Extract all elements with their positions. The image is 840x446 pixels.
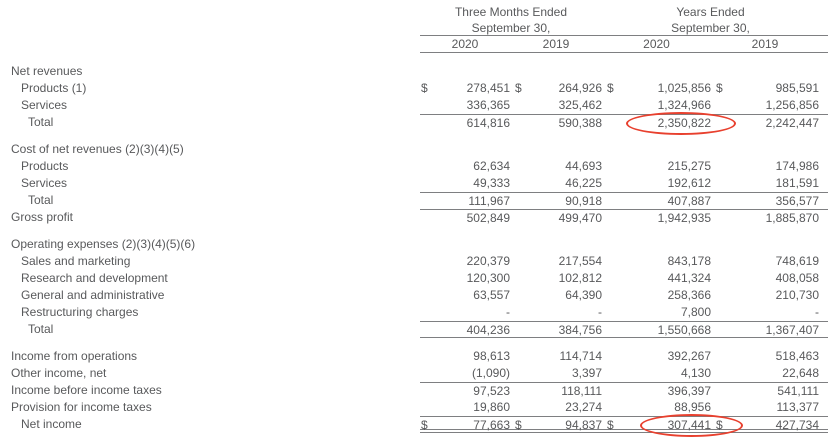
column-group-three-months bbox=[420, 4, 602, 20]
row-label: Products (1) bbox=[21, 81, 87, 95]
cell-value: 541,111 bbox=[777, 384, 819, 398]
cell-value: 392,267 bbox=[667, 349, 711, 363]
value-cell bbox=[711, 253, 819, 270]
value-cell bbox=[420, 348, 510, 365]
value-cell bbox=[510, 63, 602, 80]
cell-value: 64,390 bbox=[565, 288, 602, 302]
cell-value: 118,111 bbox=[561, 384, 602, 398]
value-cell bbox=[711, 236, 819, 253]
row-values bbox=[420, 141, 828, 158]
header-group-row bbox=[0, 4, 840, 20]
subtitle-text: September 30, bbox=[671, 21, 750, 35]
column-group-title: Three Months Ended bbox=[454, 5, 568, 19]
value-cell bbox=[602, 270, 711, 287]
value-cell bbox=[510, 348, 602, 365]
cell-value: 843,178 bbox=[667, 254, 711, 268]
cell-value: 518,463 bbox=[775, 349, 819, 363]
cell-value: 94,837 bbox=[565, 418, 602, 432]
value-cell bbox=[420, 236, 510, 253]
row-values bbox=[420, 253, 828, 270]
table-row bbox=[0, 114, 840, 131]
cell-value: 1,885,870 bbox=[765, 211, 819, 225]
row-label: Other income, net bbox=[11, 366, 107, 380]
cell-value: 120,300 bbox=[466, 271, 510, 285]
row-values bbox=[420, 80, 828, 97]
row-label: Services bbox=[21, 176, 68, 190]
value-cell bbox=[602, 193, 711, 209]
value-cell bbox=[602, 80, 711, 97]
cell-value: 49,333 bbox=[473, 176, 510, 190]
subtitle-text: September 30, bbox=[471, 21, 551, 35]
cell-value: 102,812 bbox=[558, 271, 602, 285]
row-values bbox=[420, 348, 828, 365]
value-cell bbox=[420, 141, 510, 158]
value-cell bbox=[420, 417, 510, 432]
cell-value: 356,577 bbox=[775, 194, 819, 208]
cell-value: 23,274 bbox=[565, 400, 602, 414]
table-body bbox=[0, 63, 840, 433]
value-cell bbox=[602, 175, 711, 192]
cell-value: 1,025,856 bbox=[657, 81, 711, 95]
table-row bbox=[0, 97, 840, 114]
value-cell bbox=[711, 63, 819, 80]
value-cell bbox=[510, 322, 602, 337]
table-row bbox=[0, 287, 840, 304]
table-row bbox=[0, 175, 840, 192]
value-cell bbox=[602, 210, 711, 226]
value-cell bbox=[510, 236, 602, 253]
value-cell bbox=[602, 365, 711, 382]
table-row bbox=[0, 348, 840, 365]
dollar-sign: $ bbox=[716, 81, 723, 95]
value-cell bbox=[711, 304, 819, 321]
value-cell bbox=[510, 175, 602, 192]
column-group-subtitle bbox=[420, 20, 602, 35]
header-spacer bbox=[0, 4, 420, 20]
value-cell bbox=[420, 63, 510, 80]
cell-value: 499,470 bbox=[558, 211, 602, 225]
table-row bbox=[0, 236, 840, 253]
row-label: Total bbox=[28, 115, 54, 129]
row-values bbox=[420, 399, 828, 416]
value-cell bbox=[420, 287, 510, 304]
value-cell bbox=[420, 365, 510, 382]
value-cell bbox=[711, 175, 819, 192]
value-cell bbox=[420, 322, 510, 337]
value-cell bbox=[510, 417, 602, 432]
cell-value: 7,800 bbox=[680, 305, 711, 319]
row-values bbox=[420, 192, 828, 209]
cell-value: 90,918 bbox=[565, 194, 602, 208]
cell-value: 114,714 bbox=[559, 349, 602, 363]
table-row bbox=[0, 304, 840, 321]
cell-value: 590,388 bbox=[558, 116, 602, 130]
cell-value: 46,225 bbox=[565, 176, 602, 190]
value-cell bbox=[711, 365, 819, 382]
row-label: Restructuring charges bbox=[21, 305, 139, 319]
row-values bbox=[420, 270, 828, 287]
row-label: Products bbox=[21, 159, 69, 173]
value-cell bbox=[510, 304, 602, 321]
header-year-row bbox=[0, 36, 840, 53]
row-values bbox=[420, 382, 828, 399]
row-values bbox=[420, 365, 828, 382]
value-cell bbox=[510, 193, 602, 209]
table-row bbox=[0, 253, 840, 270]
value-cell bbox=[510, 287, 602, 304]
cell-value: 62,634 bbox=[473, 159, 510, 173]
cell-value: 215,275 bbox=[667, 159, 711, 173]
value-cell bbox=[420, 383, 510, 399]
row-label: Gross profit bbox=[11, 210, 74, 224]
value-cell bbox=[711, 115, 819, 131]
value-cell bbox=[711, 193, 819, 209]
row-values bbox=[420, 114, 828, 131]
table-row bbox=[0, 141, 840, 158]
dollar-sign: $ bbox=[716, 418, 723, 432]
row-label: Operating expenses (2)(3)(4)(5)(6) bbox=[11, 237, 196, 251]
row-values bbox=[420, 321, 828, 338]
value-cell bbox=[420, 253, 510, 270]
table-row bbox=[0, 270, 840, 287]
table-row bbox=[0, 80, 840, 97]
value-cell bbox=[602, 115, 711, 131]
value-cell bbox=[602, 253, 711, 270]
value-cell bbox=[711, 322, 819, 337]
cell-value: 258,366 bbox=[667, 288, 711, 302]
value-cell bbox=[602, 383, 711, 399]
row-label: Total bbox=[28, 322, 54, 336]
table-row bbox=[0, 192, 840, 209]
value-cell bbox=[602, 97, 711, 114]
value-cell bbox=[711, 383, 819, 399]
value-cell bbox=[420, 399, 510, 416]
cell-value: 220,379 bbox=[466, 254, 510, 268]
value-cell bbox=[711, 158, 819, 175]
value-cell bbox=[420, 304, 510, 321]
table-row bbox=[0, 416, 840, 433]
value-cell bbox=[420, 270, 510, 287]
spacer-row bbox=[0, 226, 840, 236]
value-cell bbox=[510, 80, 602, 97]
table-row bbox=[0, 63, 840, 80]
dollar-sign: $ bbox=[515, 418, 522, 432]
cell-value: 3,397 bbox=[571, 366, 602, 380]
cell-value: 98,613 bbox=[473, 349, 510, 363]
row-label: Services bbox=[21, 98, 68, 112]
year-header: 2020 bbox=[643, 37, 670, 51]
value-cell bbox=[510, 141, 602, 158]
cell-value: 407,887 bbox=[667, 194, 711, 208]
table-row bbox=[0, 209, 840, 226]
dollar-sign: $ bbox=[607, 418, 614, 432]
cell-value: 97,523 bbox=[473, 384, 510, 398]
value-cell bbox=[602, 287, 711, 304]
cell-value: 181,591 bbox=[775, 176, 819, 190]
value-cell bbox=[510, 115, 602, 131]
value-cell bbox=[510, 270, 602, 287]
cell-value: 985,591 bbox=[775, 81, 819, 95]
table-row bbox=[0, 382, 840, 399]
spacer-row bbox=[0, 131, 840, 141]
value-cell bbox=[420, 158, 510, 175]
year-header: 2019 bbox=[542, 37, 570, 51]
row-values bbox=[420, 175, 828, 192]
value-cell bbox=[602, 399, 711, 416]
value-cell bbox=[420, 115, 510, 131]
cell-value: 63,557 bbox=[473, 288, 510, 302]
value-cell bbox=[420, 193, 510, 209]
row-label: Net revenues bbox=[11, 64, 83, 78]
dollar-sign: $ bbox=[421, 81, 428, 95]
cell-value: (1,090) bbox=[471, 366, 510, 380]
value-cell bbox=[602, 63, 711, 80]
value-cell bbox=[711, 287, 819, 304]
value-cell bbox=[711, 417, 819, 432]
cell-value: 192,612 bbox=[667, 176, 711, 190]
cell-value: 264,926 bbox=[558, 81, 602, 95]
value-cell bbox=[711, 348, 819, 365]
cell-value: 44,693 bbox=[565, 159, 602, 173]
value-cell bbox=[602, 417, 711, 432]
value-cell bbox=[602, 141, 711, 158]
table-row bbox=[0, 321, 840, 338]
cell-value: - bbox=[506, 305, 510, 319]
cell-value: 2,242,447 bbox=[765, 116, 819, 130]
cell-value: 1,324,966 bbox=[657, 98, 711, 112]
row-label: Research and development bbox=[21, 271, 168, 285]
cell-value: - bbox=[598, 305, 602, 319]
cell-value: 174,986 bbox=[775, 159, 819, 173]
cell-value: 77,663 bbox=[473, 418, 510, 432]
cell-value: 1,367,407 bbox=[765, 323, 819, 337]
row-label: Sales and marketing bbox=[21, 254, 131, 268]
value-cell bbox=[510, 210, 602, 226]
header-spacer bbox=[0, 20, 420, 36]
row-values bbox=[420, 158, 828, 175]
value-cell bbox=[602, 236, 711, 253]
cell-value: 325,462 bbox=[558, 98, 602, 112]
cell-value: 4,130 bbox=[680, 366, 711, 380]
row-label: Total bbox=[28, 193, 54, 207]
row-values bbox=[420, 97, 828, 114]
cell-value: 2,350,822 bbox=[657, 116, 711, 130]
cell-value: 1,256,856 bbox=[765, 98, 819, 112]
value-cell bbox=[602, 304, 711, 321]
cell-value: 210,730 bbox=[775, 288, 819, 302]
cell-value: 396,397 bbox=[667, 384, 711, 398]
column-group-title: Years Ended bbox=[676, 5, 745, 19]
value-cell bbox=[602, 348, 711, 365]
row-label: Provision for income taxes bbox=[11, 400, 152, 414]
row-values bbox=[420, 236, 828, 253]
dollar-sign: $ bbox=[421, 418, 428, 432]
table-row bbox=[0, 365, 840, 382]
column-group-subtitle bbox=[602, 20, 819, 35]
value-cell bbox=[711, 399, 819, 416]
cell-value: 336,365 bbox=[466, 98, 510, 112]
value-cell bbox=[711, 141, 819, 158]
value-cell bbox=[510, 97, 602, 114]
dollar-sign: $ bbox=[607, 81, 614, 95]
header-spacer bbox=[0, 36, 420, 53]
table-row bbox=[0, 158, 840, 175]
row-values bbox=[420, 416, 828, 433]
value-cell bbox=[602, 322, 711, 337]
cell-value: 1,942,935 bbox=[657, 211, 711, 225]
header-gap bbox=[0, 53, 840, 63]
cell-value: 278,451 bbox=[466, 81, 510, 95]
value-cell bbox=[510, 383, 602, 399]
cell-value: - bbox=[815, 305, 819, 319]
row-label: Income before income taxes bbox=[11, 383, 162, 397]
row-label: Net income bbox=[21, 417, 82, 431]
row-values bbox=[420, 304, 828, 321]
cell-value: 111,967 bbox=[468, 194, 510, 208]
cell-value: 217,554 bbox=[558, 254, 602, 268]
cell-value: 384,756 bbox=[558, 323, 602, 337]
header-subtitle-row bbox=[0, 20, 840, 36]
cell-value: 614,816 bbox=[466, 116, 510, 130]
cell-value: 19,860 bbox=[473, 400, 510, 414]
value-cell bbox=[510, 158, 602, 175]
value-cell bbox=[420, 210, 510, 226]
cell-value: 113,377 bbox=[776, 400, 819, 414]
cell-value: 1,550,668 bbox=[657, 323, 711, 337]
cell-value: 441,324 bbox=[667, 271, 711, 285]
dollar-sign: $ bbox=[515, 81, 522, 95]
value-cell bbox=[602, 158, 711, 175]
cell-value: 404,236 bbox=[466, 323, 510, 337]
column-group-years-ended bbox=[602, 4, 819, 20]
row-label: Cost of net revenues (2)(3)(4)(5) bbox=[11, 142, 184, 156]
cell-value: 408,058 bbox=[775, 271, 819, 285]
row-values bbox=[420, 209, 828, 226]
value-cell bbox=[510, 399, 602, 416]
row-values bbox=[420, 287, 828, 304]
spacer-row bbox=[0, 338, 840, 348]
row-values bbox=[420, 63, 828, 80]
cell-value: 748,619 bbox=[775, 254, 819, 268]
value-cell bbox=[711, 270, 819, 287]
year-header: 2019 bbox=[751, 37, 779, 51]
value-cell bbox=[510, 253, 602, 270]
value-cell bbox=[711, 80, 819, 97]
value-cell bbox=[711, 97, 819, 114]
value-cell bbox=[420, 80, 510, 97]
value-cell bbox=[420, 97, 510, 114]
cell-value: 307,441 bbox=[667, 418, 711, 432]
cell-value: 88,956 bbox=[674, 400, 711, 414]
row-label: General and administrative bbox=[21, 288, 165, 302]
year-header: 2020 bbox=[451, 37, 479, 51]
cell-value: 502,849 bbox=[466, 211, 510, 225]
cell-value: 427,734 bbox=[775, 418, 819, 432]
row-label: Income from operations bbox=[11, 349, 138, 363]
value-cell bbox=[420, 175, 510, 192]
table-row bbox=[0, 399, 840, 416]
value-cell bbox=[711, 210, 819, 226]
value-cell bbox=[510, 365, 602, 382]
cell-value: 22,648 bbox=[782, 366, 819, 380]
